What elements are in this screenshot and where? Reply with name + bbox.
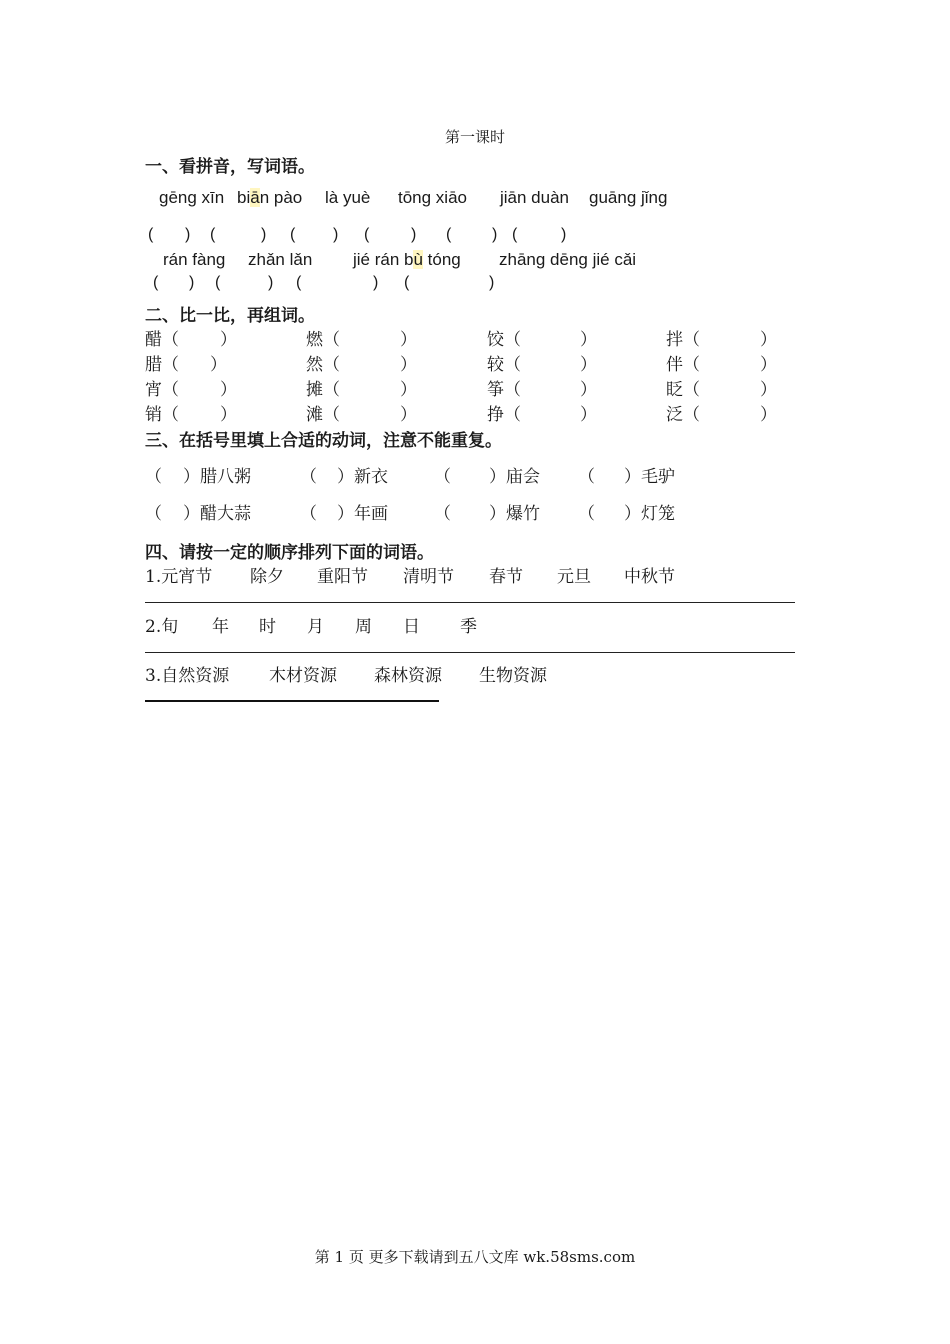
compare-bracket: ） (580, 405, 597, 425)
verb-phrase: ）庙会 (489, 467, 540, 487)
order-word: 时 (259, 617, 276, 637)
answer-bracket: ) (185, 226, 191, 243)
compare-bracket: ） (760, 405, 777, 425)
order-word: 重阳节 (317, 567, 368, 587)
compare-bracket: ） (400, 330, 417, 350)
pinyin-10: zhāng dēng jié cǎi (499, 250, 637, 269)
answer-bracket: ( (290, 226, 296, 243)
compare-char: 泛（ (666, 405, 700, 425)
compare-char: 伴（ (666, 355, 700, 375)
verb-bracket: （ (434, 504, 451, 524)
compare-char: 然（ (306, 355, 340, 375)
verb-bracket: （ (434, 467, 451, 487)
order-word: 生物资源 (479, 666, 547, 686)
section1-heading: 一、看拼音，写词语。 (145, 157, 315, 177)
pinyin-6: guāng jǐng (589, 188, 668, 207)
compare-char: 较（ (487, 355, 521, 375)
compare-char: 拌（ (666, 330, 700, 350)
compare-bracket: ） (220, 405, 237, 425)
answer-bracket: ) (268, 274, 274, 291)
order-word: 中秋节 (624, 567, 675, 587)
order-word: 清明节 (403, 567, 454, 587)
answer-line (145, 700, 439, 702)
verb-phrase: ）腊八粥 (183, 467, 251, 487)
order-word: 木材资源 (269, 666, 337, 686)
verb-bracket: （ (578, 467, 595, 487)
section3-heading: 三、在括号里填上合适的动词，注意不能重复。 (145, 431, 502, 451)
order-word: 月 (307, 617, 324, 637)
answer-bracket: ( (148, 226, 154, 243)
order-word: 年 (212, 617, 229, 637)
answer-bracket: ( (404, 274, 410, 291)
verb-phrase: ）毛驴 (624, 467, 675, 487)
compare-char: 挣（ (487, 405, 521, 425)
compare-bracket: ） (220, 330, 237, 350)
answer-bracket: ) (411, 226, 417, 243)
compare-bracket: ） (760, 330, 777, 350)
answer-bracket: ) (261, 226, 267, 243)
pinyin-5: jiān duàn (500, 188, 570, 207)
answer-bracket: ( (215, 274, 221, 291)
verb-phrase: ）灯笼 (624, 504, 675, 524)
answer-bracket: ( (153, 274, 159, 291)
verb-bracket: （ (578, 504, 595, 524)
page-footer: 第 1 页 更多下载请到五八文库 wk.58sms.com (314, 1248, 636, 1266)
section2-heading: 二、比一比，再组词。 (145, 306, 315, 326)
compare-char: 销（ (145, 405, 179, 425)
verb-bracket: （ (300, 467, 317, 487)
compare-char: 腊（ (145, 355, 179, 375)
compare-bracket: ） (400, 380, 417, 400)
answer-line (145, 602, 795, 603)
order-word: 1.元宵节 (145, 567, 213, 587)
compare-bracket: ） (760, 355, 777, 375)
compare-char: 宵（ (145, 380, 179, 400)
verb-phrase: ）醋大蒜 (183, 504, 251, 524)
answer-bracket: ) (189, 274, 195, 291)
order-word: 除夕 (250, 567, 284, 587)
order-word: 2.旬 (145, 617, 179, 637)
verb-bracket: （ (145, 467, 162, 487)
answer-bracket: ) (373, 274, 379, 291)
compare-bracket: ） (580, 330, 597, 350)
compare-char: 燃（ (306, 330, 340, 350)
answer-bracket: ( (210, 226, 216, 243)
answer-bracket: ( (512, 226, 518, 243)
pinyin-7: rán fàng (163, 250, 226, 269)
verb-phrase: ）爆竹 (489, 504, 540, 524)
answer-bracket: ( (296, 274, 302, 291)
pinyin-8: zhǎn lǎn (248, 250, 313, 269)
compare-char: 滩（ (306, 405, 340, 425)
compare-bracket: ） (210, 355, 227, 375)
section4-heading: 四、请按一定的顺序排列下面的词语。 (145, 543, 434, 563)
pinyin-9: jié rán bù tóng (353, 250, 461, 269)
answer-bracket: ( (446, 226, 452, 243)
pinyin-2: biān pào (237, 188, 303, 207)
order-word: 森林资源 (374, 666, 442, 686)
answer-bracket: ( (364, 226, 370, 243)
order-word: 周 (355, 617, 372, 637)
answer-bracket: ) (492, 226, 498, 243)
order-word: 元旦 (557, 567, 591, 587)
answer-bracket: ) (561, 226, 567, 243)
compare-char: 眨（ (666, 380, 700, 400)
answer-line (145, 652, 795, 653)
order-word: 季 (460, 617, 477, 637)
compare-bracket: ） (220, 380, 237, 400)
verb-bracket: （ (300, 504, 317, 524)
order-word: 春节 (489, 567, 523, 587)
pinyin-3: là yuè (325, 188, 371, 207)
compare-char: 摊（ (306, 380, 340, 400)
answer-bracket: ) (333, 226, 339, 243)
compare-bracket: ） (580, 355, 597, 375)
verb-phrase: ）年画 (337, 504, 388, 524)
answer-bracket: ) (489, 274, 495, 291)
compare-bracket: ） (580, 380, 597, 400)
verb-phrase: ）新衣 (337, 467, 388, 487)
compare-bracket: ） (400, 405, 417, 425)
page-title: 第一课时 (444, 128, 505, 146)
compare-char: 饺（ (487, 330, 521, 350)
verb-bracket: （ (145, 504, 162, 524)
order-word: 日 (403, 617, 420, 637)
pinyin-4: tōng xiāo (398, 188, 467, 207)
compare-bracket: ） (760, 380, 777, 400)
compare-char: 筝（ (487, 380, 521, 400)
compare-char: 醋（ (145, 330, 179, 350)
compare-bracket: ） (400, 355, 417, 375)
pinyin-1: gēng xīn (159, 188, 225, 207)
order-word: 3.自然资源 (145, 666, 230, 686)
